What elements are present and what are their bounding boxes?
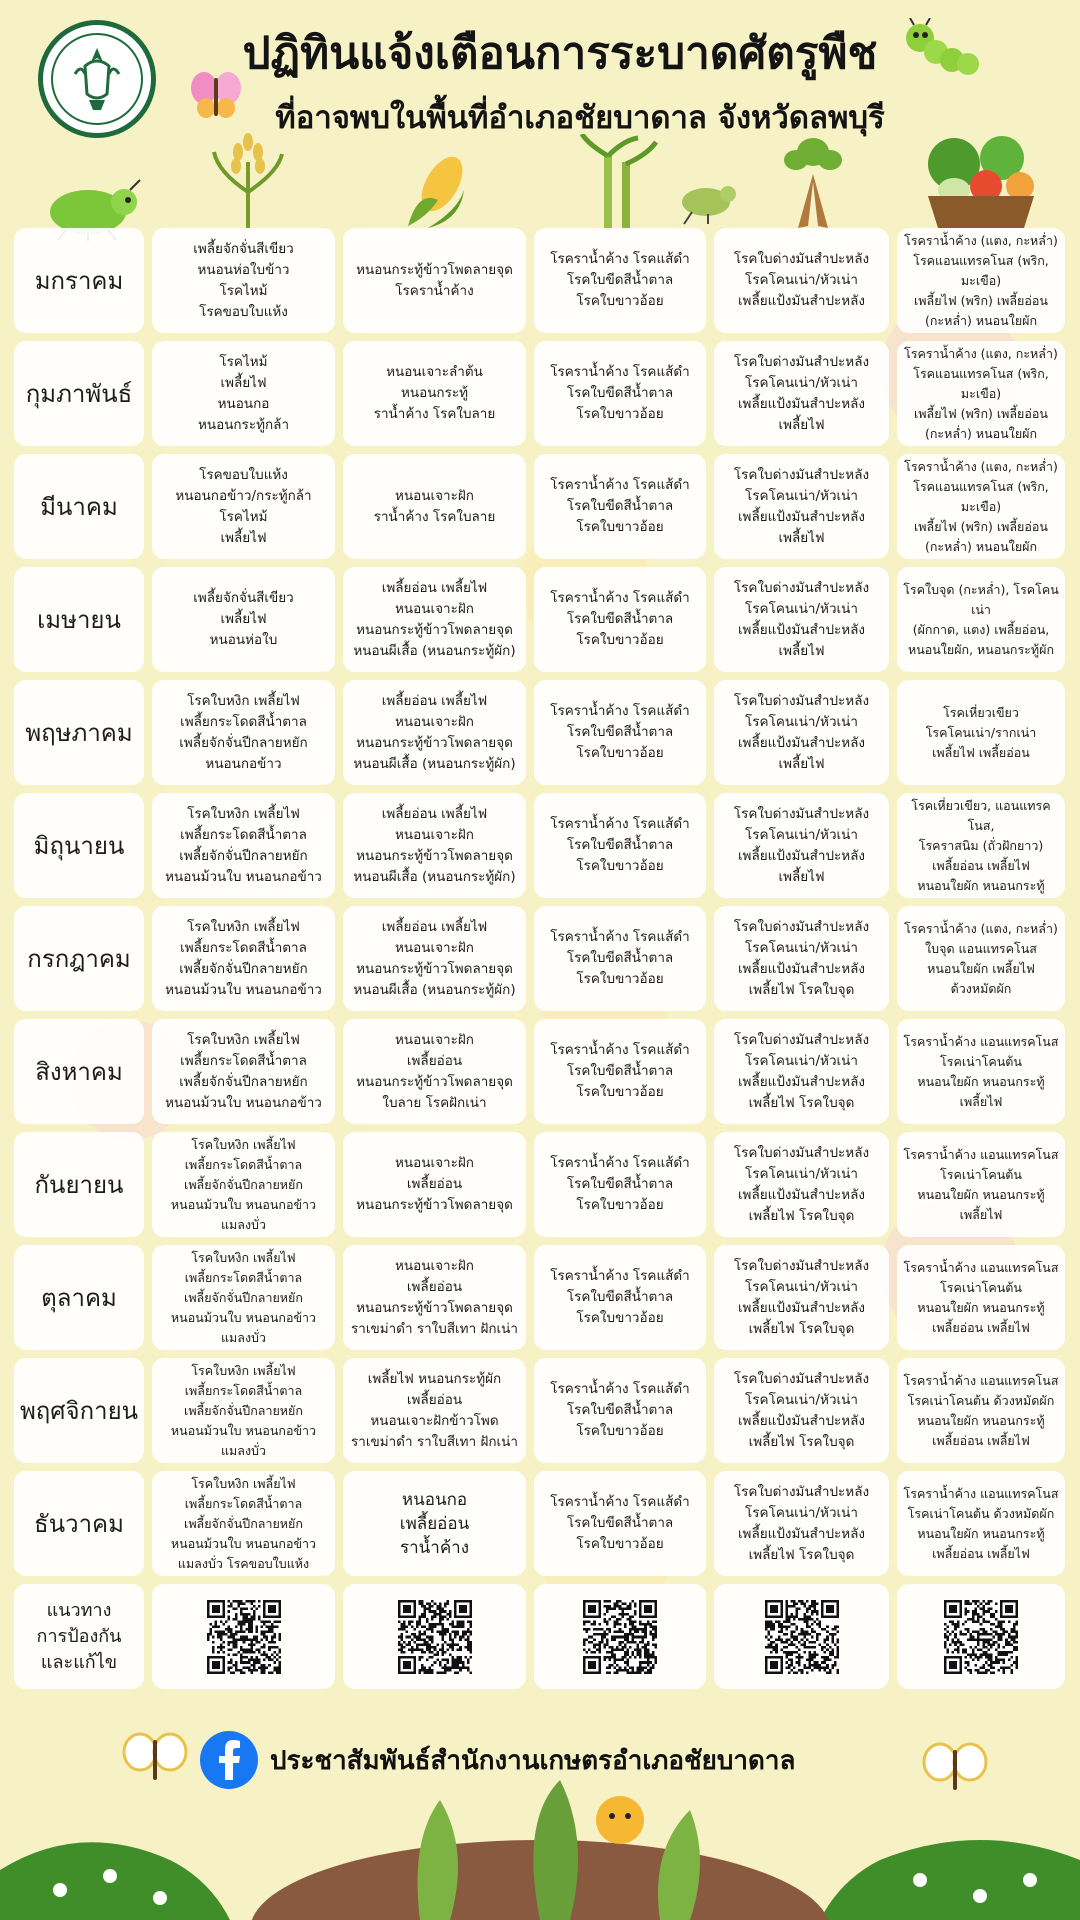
pest-cell: เพลี้ยอ่อน เพลี้ยไฟ หนอนเจาะฝัก หนอนกระทู้ข้าวโพดลายจุด หนอนผีเสื้อ (หนอนกระทู้ผัก) — [343, 793, 526, 898]
prevention-guide-label: แนวทาง การป้องกัน และแก้ไข — [14, 1584, 144, 1689]
pest-cell: โรคเหี่ยวเขียว โรคโคนเน่า/รากเน่า เพลี้ยไฟ เพลี้ยอ่อน — [897, 680, 1065, 785]
pest-cell: โรคใบด่างมันสำปะหลัง โรคโคนเน่า/หัวเน่า เพลี้ยแป้งมันสำปะหลัง เพลี้ยไฟ โรคใบจุด — [714, 1019, 889, 1124]
month-label: กรกฎาคม — [14, 906, 144, 1011]
pest-cell: หนอนกระทู้ข้าวโพดลายจุด โรคราน้ำค้าง — [343, 228, 526, 333]
department-seal-icon — [38, 20, 156, 138]
pest-cell: โรคราน้ำค้าง แอนแทรคโนส โรคเน่าโคนต้น ด้วงหมัดผัก หนอนใยผัก หนอนกระทู้ เพลี้ยอ่อน เพลี้ยไฟ — [897, 1471, 1065, 1576]
pest-cell: หนอนเจาะลำต้น หนอนกระทู้ ราน้ำค้าง โรคใบลาย — [343, 341, 526, 446]
footer-text[interactable]: ประชาสัมพันธ์สำนักงานเกษตรอำเภอชัยบาดาล — [270, 1745, 796, 1776]
page-subtitle: ที่อาจพบในพื้นที่อำเภอชัยบาดาล จังหวัดลพบุรี — [275, 100, 885, 136]
pest-cell: โรคใบจุด (กะหล่ำ), โรคโคนเน่า (ผักกาด, แตง) เพลี้ยอ่อน, หนอนใยผัก, หนอนกระทู้ผัก — [897, 567, 1065, 672]
month-label: กันยายน — [14, 1132, 144, 1237]
qr-cell[interactable] — [534, 1584, 706, 1689]
pest-cell: โรคใบด่างมันสำปะหลัง โรคโคนเน่า/หัวเน่า เพลี้ยแป้งมันสำปะหลัง เพลี้ยไฟ — [714, 454, 889, 559]
garden-ground-decoration — [0, 1780, 1080, 1920]
pest-cell: โรคราน้ำค้าง แอนแทรคโนส โรคเน่าโคนต้น ด้วงหมัดผัก หนอนใยผัก หนอนกระทู้ เพลี้ยอ่อน เพลี้ยไฟ — [897, 1358, 1065, 1463]
month-label: ธันวาคม — [14, 1471, 144, 1576]
pest-cell: โรคใบด่างมันสำปะหลัง โรคโคนเน่า/หัวเน่า เพลี้ยแป้งมันสำปะหลัง เพลี้ยไฟ — [714, 680, 889, 785]
month-label: มีนาคม — [14, 454, 144, 559]
pest-cell: โรคใบหงิก เพลี้ยไฟ เพลี้ยกระโดดสีน้ำตาล เพลี้ยจักจั่นปีกลายหยัก หนอนกอข้าว — [152, 680, 335, 785]
caterpillar-icon — [900, 18, 990, 88]
page-title: ปฏิทินแจ้งเตือนการระบาดศัตรูพืช — [242, 28, 878, 79]
qr-cell[interactable] — [714, 1584, 889, 1689]
pest-cell: โรคราน้ำค้าง (แตง, กะหล่ำ) โรคแอนแทรคโนส (พริก, มะเขือ) เพลี้ยไฟ (พริก) เพลี้ยอ่อน (กะหล่ำ) หนอนใยผัก — [897, 341, 1065, 446]
sugarcane-icon — [578, 134, 658, 230]
month-label: พฤษภาคม — [14, 680, 144, 785]
qr-code-icon[interactable] — [765, 1600, 839, 1674]
month-label: กุมภาพันธ์ — [14, 341, 144, 446]
month-label: มิถุนายน — [14, 793, 144, 898]
pest-cell: หนอนเจาะฝัก ราน้ำค้าง โรคใบลาย — [343, 454, 526, 559]
pest-cell: โรคใบด่างมันสำปะหลัง โรคโคนเน่า/หัวเน่า เพลี้ยแป้งมันสำปะหลัง เพลี้ยไฟ โรคใบจุด — [714, 1358, 889, 1463]
pest-cell: โรคราน้ำค้าง (แตง, กะหล่ำ) โรคแอนแทรคโนส (พริก, มะเขือ) เพลี้ยไฟ (พริก) เพลี้ยอ่อน (กะหล่ำ) หนอนใยผัก — [897, 228, 1065, 333]
pest-cell: โรคใบหงิก เพลี้ยไฟ เพลี้ยกระโดดสีน้ำตาล เพลี้ยจักจั่นปีกลายหยัก หนอนม้วนใบ หนอนกอข้าว แมลงบั่ว — [152, 1245, 335, 1350]
pest-calendar-grid — [14, 228, 1068, 1689]
butterfly-icon — [188, 68, 244, 124]
pest-cell: หนอนกอ เพลี้ยอ่อน ราน้ำค้าง — [343, 1471, 526, 1576]
month-label: มกราคม — [14, 228, 144, 333]
pest-cell: โรคราน้ำค้าง โรคแส้ดำ โรคใบขีดสีน้ำตาล โรคใบขาวอ้อย — [534, 567, 706, 672]
pest-cell: โรคราน้ำค้าง โรคแส้ดำ โรคใบขีดสีน้ำตาล โรคใบขาวอ้อย — [534, 793, 706, 898]
pest-cell: โรคราน้ำค้าง แอนแทรคโนส โรคเน่าโคนต้น หนอนใยผัก หนอนกระทู้ เพลี้ยอ่อน เพลี้ยไฟ — [897, 1245, 1065, 1350]
qr-cell[interactable] — [152, 1584, 335, 1689]
pest-cell: เพลี้ยอ่อน เพลี้ยไฟ หนอนเจาะฝัก หนอนกระทู้ข้าวโพดลายจุด หนอนผีเสื้อ (หนอนกระทู้ผัก) — [343, 567, 526, 672]
pest-cell: โรคราน้ำค้าง โรคแส้ดำ โรคใบขีดสีน้ำตาล โรคใบขาวอ้อย — [534, 341, 706, 446]
pest-cell: เพลี้ยไฟ หนอนกระทู้ผัก เพลี้ยอ่อน หนอนเจาะฝักข้าวโพด ราเขม่าดำ ราใบสีเทา ฝักเน่า — [343, 1358, 526, 1463]
pest-cell: โรคราน้ำค้าง (แตง, กะหล่ำ) ใบจุด แอนแทรคโนส หนอนใยผัก เพลี้ยไฟ ด้วงหมัดผัก — [897, 906, 1065, 1011]
pest-cell: โรคราน้ำค้าง โรคแส้ดำ โรคใบขีดสีน้ำตาล โรคใบขาวอ้อย — [534, 1132, 706, 1237]
pest-cell: หนอนเจาะฝัก เพลี้ยอ่อน หนอนกระทู้ข้าวโพดลายจุด — [343, 1132, 526, 1237]
month-label: เมษายน — [14, 567, 144, 672]
pest-cell: โรคราน้ำค้าง โรคแส้ดำ โรคใบขีดสีน้ำตาล โรคใบขาวอ้อย — [534, 680, 706, 785]
cassava-icon — [768, 134, 858, 230]
month-label: สิงหาคม — [14, 1019, 144, 1124]
pest-cell: เพลี้ยอ่อน เพลี้ยไฟ หนอนเจาะฝัก หนอนกระทู้ข้าวโพดลายจุด หนอนผีเสื้อ (หนอนกระทู้ผัก) — [343, 680, 526, 785]
pest-cell: โรคใบหงิก เพลี้ยไฟ เพลี้ยกระโดดสีน้ำตาล เพลี้ยจักจั่นปีกลายหยัก หนอนม้วนใบ หนอนกอข้าว แมลงบั่ว — [152, 1132, 335, 1237]
pest-cell: โรคราน้ำค้าง โรคแส้ดำ โรคใบขีดสีน้ำตาล โรคใบขาวอ้อย — [534, 1358, 706, 1463]
pest-cell: โรคราน้ำค้าง โรคแส้ดำ โรคใบขีดสีน้ำตาล โรคใบขาวอ้อย — [534, 1471, 706, 1576]
pest-cell: โรคใบหงิก เพลี้ยไฟ เพลี้ยกระโดดสีน้ำตาล เพลี้ยจักจั่นปีกลายหยัก หนอนม้วนใบ หนอนกอข้าว — [152, 1019, 335, 1124]
pest-cell: โรคใบด่างมันสำปะหลัง โรคโคนเน่า/หัวเน่า เพลี้ยแป้งมันสำปะหลัง เพลี้ยไฟ โรคใบจุด — [714, 1471, 889, 1576]
pest-cell: โรคราน้ำค้าง โรคแส้ดำ โรคใบขีดสีน้ำตาล โรคใบขาวอ้อย — [534, 454, 706, 559]
pest-cell: โรคใบหงิก เพลี้ยไฟ เพลี้ยกระโดดสีน้ำตาล เพลี้ยจักจั่นปีกลายหยัก หนอนม้วนใบ หนอนกอข้าว แมลงบั่ว — [152, 1358, 335, 1463]
aphid-icon — [672, 176, 742, 226]
qr-code-icon[interactable] — [944, 1600, 1018, 1674]
pest-cell: โรคใบหงิก เพลี้ยไฟ เพลี้ยกระโดดสีน้ำตาล เพลี้ยจักจั่นปีกลายหยัก หนอนม้วนใบ หนอนกอข้าว — [152, 906, 335, 1011]
corn-icon — [398, 150, 478, 230]
qr-code-icon[interactable] — [207, 1600, 281, 1674]
pest-cell: โรคขอบใบแห้ง หนอนกอข้าว/กระทู้กล้า โรคไหม้ เพลี้ยไฟ — [152, 454, 335, 559]
pest-cell: เพลี้ยจักจั่นสีเขียว หนอนห่อใบข้าว โรคไหม้ โรคขอบใบแห้ง — [152, 228, 335, 333]
pest-cell: โรคใบหงิก เพลี้ยไฟ เพลี้ยกระโดดสีน้ำตาล เพลี้ยจักจั่นปีกลายหยัก หนอนม้วนใบ หนอนกอข้าว — [152, 793, 335, 898]
pest-cell: โรคราน้ำค้าง โรคแส้ดำ โรคใบขีดสีน้ำตาล โรคใบขาวอ้อย — [534, 1245, 706, 1350]
pest-cell: โรคใบด่างมันสำปะหลัง โรคโคนเน่า/หัวเน่า เพลี้ยแป้งมันสำปะหลัง เพลี้ยไฟ โรคใบจุด — [714, 1245, 889, 1350]
pest-cell: โรคใบด่างมันสำปะหลัง โรคโคนเน่า/หัวเน่า เพลี้ยแป้งมันสำปะหลัง เพลี้ยไฟ โรคใบจุด — [714, 906, 889, 1011]
vegetable-basket-icon — [916, 130, 1046, 230]
pest-cell: โรคราน้ำค้าง แอนแทรคโนส โรคเน่าโคนต้น หนอนใยผัก หนอนกระทู้ เพลี้ยไฟ — [897, 1132, 1065, 1237]
qr-cell[interactable] — [897, 1584, 1065, 1689]
pest-cell: หนอนเจาะฝัก เพลี้ยอ่อน หนอนกระทู้ข้าวโพดลายจุด ราเขม่าดำ ราใบสีเทา ฝักเน่า — [343, 1245, 526, 1350]
pest-cell: โรคไหม้ เพลี้ยไฟ หนอนกอ หนอนกระทู้กล้า — [152, 341, 335, 446]
pest-cell: โรคราน้ำค้าง โรคแส้ดำ โรคใบขีดสีน้ำตาล โรคใบขาวอ้อย — [534, 228, 706, 333]
pest-cell: โรคราน้ำค้าง แอนแทรคโนส โรคเน่าโคนต้น หนอนใยผัก หนอนกระทู้ เพลี้ยไฟ — [897, 1019, 1065, 1124]
pest-cell: โรคใบด่างมันสำปะหลัง โรคโคนเน่า/หัวเน่า เพลี้ยแป้งมันสำปะหลัง — [714, 228, 889, 333]
pest-cell: โรคราน้ำค้าง โรคแส้ดำ โรคใบขีดสีน้ำตาล โรคใบขาวอ้อย — [534, 906, 706, 1011]
pest-cell: โรคใบด่างมันสำปะหลัง โรคโคนเน่า/หัวเน่า เพลี้ยแป้งมันสำปะหลัง เพลี้ยไฟ — [714, 793, 889, 898]
pest-cell: หนอนเจาะฝัก เพลี้ยอ่อน หนอนกระทู้ข้าวโพดลายจุด ใบลาย โรคฝักเน่า — [343, 1019, 526, 1124]
pest-cell: โรคใบหงิก เพลี้ยไฟ เพลี้ยกระโดดสีน้ำตาล เพลี้ยจักจั่นปีกลายหยัก หนอนม้วนใบ หนอนกอข้าว แมลงบั่ว โรคขอบใบแห้ง — [152, 1471, 335, 1576]
pest-cell: โรคใบด่างมันสำปะหลัง โรคโคนเน่า/หัวเน่า เพลี้ยแป้งมันสำปะหลัง เพลี้ยไฟ — [714, 567, 889, 672]
month-label: พฤศจิกายน — [14, 1358, 144, 1463]
pest-cell: โรคราน้ำค้าง โรคแส้ดำ โรคใบขีดสีน้ำตาล โรคใบขาวอ้อย — [534, 1019, 706, 1124]
pest-cell: เพลี้ยอ่อน เพลี้ยไฟ หนอนเจาะฝัก หนอนกระทู้ข้าวโพดลายจุด หนอนผีเสื้อ (หนอนกระทู้ผัก) — [343, 906, 526, 1011]
pest-cell: โรคราน้ำค้าง (แตง, กะหล่ำ) โรคแอนแทรคโนส (พริก, มะเขือ) เพลี้ยไฟ (พริก) เพลี้ยอ่อน (กะหล่ำ) หนอนใยผัก — [897, 454, 1065, 559]
pest-cell: โรคใบด่างมันสำปะหลัง โรคโคนเน่า/หัวเน่า เพลี้ยแป้งมันสำปะหลัง เพลี้ยไฟ — [714, 341, 889, 446]
rice-plant-icon — [208, 132, 288, 228]
qr-cell[interactable] — [343, 1584, 526, 1689]
month-label: ตุลาคม — [14, 1245, 144, 1350]
pest-cell: โรคใบด่างมันสำปะหลัง โรคโคนเน่า/หัวเน่า เพลี้ยแป้งมันสำปะหลัง เพลี้ยไฟ โรคใบจุด — [714, 1132, 889, 1237]
qr-code-icon[interactable] — [583, 1600, 657, 1674]
qr-code-icon[interactable] — [398, 1600, 472, 1674]
pest-cell: โรคเหี่ยวเขียว, แอนแทรคโนส, โรคราสนิม (ถั่วฝักยาว) เพลี้ยอ่อน เพลี้ยไฟ หนอนใยผัก หนอนกระทู้ — [897, 793, 1065, 898]
pest-cell: เพลี้ยจักจั่นสีเขียว เพลี้ยไฟ หนอนห่อใบ — [152, 567, 335, 672]
